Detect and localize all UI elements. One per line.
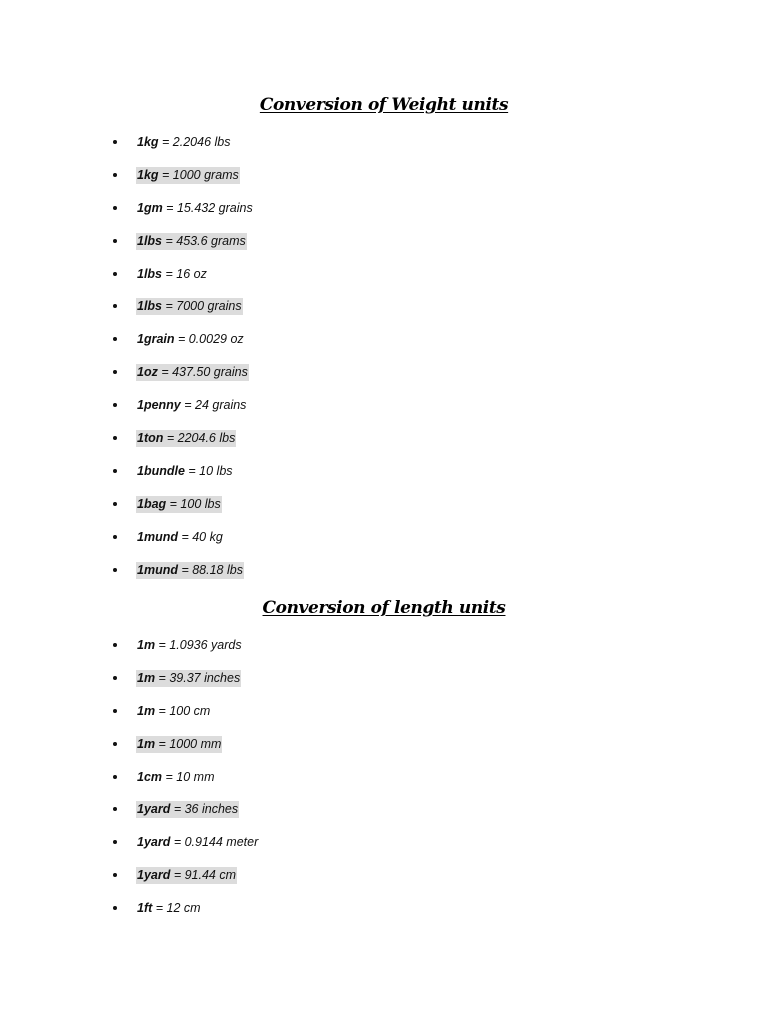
- list-item: [112, 230, 254, 252]
- unit-label: 1kg: [137, 167, 159, 182]
- unit-label: 1ft: [137, 901, 153, 916]
- conversion-entry: [136, 397, 247, 414]
- conversion-entry: [136, 298, 243, 315]
- conversion-value: = 15.432 grains: [162, 200, 253, 215]
- conversion-value: = 12 cm: [152, 901, 201, 916]
- list-item: [112, 897, 259, 919]
- list-item: [112, 864, 259, 886]
- list-item: [112, 131, 254, 153]
- unit-label: 1grain: [137, 332, 175, 347]
- unit-label: 1yard: [137, 868, 171, 883]
- list-item: [112, 361, 254, 383]
- conversion-value: = 39.37 inches: [155, 670, 241, 685]
- conversion-value: = 10 lbs: [184, 463, 233, 478]
- unit-label: 1ton: [137, 431, 164, 446]
- conversion-entry: [136, 463, 234, 480]
- conversion-entry: [136, 496, 222, 513]
- bullet-icon: [113, 370, 117, 374]
- bullet-icon: [113, 436, 117, 440]
- unit-label: 1lbs: [137, 266, 163, 281]
- conversion-value: = 1.0936 yards: [155, 638, 242, 652]
- list-item: [112, 733, 259, 755]
- unit-label: 1bundle: [137, 463, 185, 478]
- list-item: [112, 798, 259, 820]
- unit-label: 1cm: [137, 769, 163, 784]
- bullet-icon: [113, 906, 117, 910]
- list-item: [112, 634, 259, 656]
- list-item: [112, 263, 254, 285]
- conversion-entry: [136, 703, 211, 720]
- conversion-value: = 2.2046 lbs: [158, 135, 231, 149]
- conversion-value: = 88.18 lbs: [177, 562, 243, 577]
- conversion-entry: [136, 331, 245, 348]
- conversion-entry: [136, 167, 240, 184]
- conversion-entry: [136, 769, 215, 786]
- conversion-entry: [136, 364, 249, 381]
- unit-label: 1mund: [137, 529, 178, 544]
- unit-label: 1gm: [137, 200, 163, 215]
- bullet-icon: [113, 535, 117, 539]
- bullet-icon: [113, 206, 117, 210]
- weight-section-title: Conversion of Weight units: [259, 95, 509, 115]
- conversion-value: = 2204.6 lbs: [163, 431, 236, 446]
- bullet-icon: [113, 140, 117, 144]
- conversion-value: = 7000 grains: [162, 299, 242, 314]
- conversion-entry: [136, 266, 208, 283]
- bullet-icon: [113, 709, 117, 713]
- unit-label: 1m: [137, 638, 156, 652]
- bullet-icon: [113, 173, 117, 177]
- conversion-entry: [136, 200, 254, 217]
- unit-label: 1mund: [137, 562, 178, 577]
- conversion-entry: [136, 801, 239, 818]
- bullet-icon: [113, 239, 117, 243]
- bullet-icon: [113, 568, 117, 572]
- list-item: [112, 700, 259, 722]
- weight-conversion-list: [112, 131, 254, 591]
- list-item: [112, 766, 259, 788]
- conversion-entry: [136, 134, 231, 151]
- list-item: [112, 427, 254, 449]
- conversion-value: = 453.6 grams: [162, 233, 246, 248]
- unit-label: 1penny: [137, 398, 181, 413]
- bullet-icon: [113, 873, 117, 877]
- conversion-value: = 100 cm: [155, 703, 211, 718]
- unit-label: 1m: [137, 736, 156, 751]
- conversion-value: = 0.0029 oz: [174, 332, 244, 347]
- unit-label: 1yard: [137, 802, 171, 817]
- bullet-icon: [113, 643, 117, 647]
- conversion-entry: [136, 670, 241, 687]
- list-item: [112, 164, 254, 186]
- list-item: [112, 559, 254, 581]
- list-item: [112, 460, 254, 482]
- unit-label: 1lbs: [137, 233, 163, 248]
- list-item: [112, 197, 254, 219]
- conversion-value: = 36 inches: [170, 802, 239, 817]
- conversion-value: = 91.44 cm: [170, 868, 237, 883]
- conversion-entry: [136, 736, 222, 753]
- bullet-icon: [113, 304, 117, 308]
- unit-label: 1oz: [137, 365, 158, 380]
- list-item: [112, 394, 254, 416]
- list-item: [112, 526, 254, 548]
- conversion-entry: [136, 562, 244, 579]
- bullet-icon: [113, 676, 117, 680]
- conversion-value: = 16 oz: [162, 266, 207, 281]
- bullet-icon: [113, 742, 117, 746]
- conversion-entry: [136, 233, 247, 250]
- conversion-value: = 0.9144 meter: [170, 835, 259, 850]
- list-item: [112, 328, 254, 350]
- conversion-entry: [136, 430, 236, 447]
- bullet-icon: [113, 502, 117, 506]
- conversion-value: = 10 mm: [162, 769, 215, 784]
- bullet-icon: [113, 807, 117, 811]
- unit-label: 1lbs: [137, 299, 163, 314]
- unit-label: 1bag: [137, 496, 167, 511]
- list-item: [112, 493, 254, 515]
- length-section-title: Conversion of length units: [262, 598, 506, 618]
- list-item: [112, 667, 259, 689]
- conversion-entry: [136, 867, 237, 884]
- conversion-entry: [136, 834, 259, 851]
- conversion-entry: [136, 900, 202, 917]
- unit-label: 1kg: [137, 135, 159, 149]
- list-item: [112, 831, 259, 853]
- conversion-value: = 1000 grams: [158, 167, 239, 182]
- unit-label: 1m: [137, 670, 156, 685]
- unit-label: 1m: [137, 703, 156, 718]
- length-conversion-list: [112, 634, 259, 930]
- conversion-value: = 437.50 grains: [157, 365, 248, 380]
- conversion-entry: [136, 529, 224, 546]
- list-item: [112, 295, 254, 317]
- bullet-icon: [113, 272, 117, 276]
- bullet-icon: [113, 469, 117, 473]
- conversion-value: = 40 kg: [177, 529, 223, 544]
- conversion-value: = 100 lbs: [166, 496, 221, 511]
- bullet-icon: [113, 775, 117, 779]
- bullet-icon: [113, 337, 117, 341]
- conversion-value: = 1000 mm: [155, 736, 222, 751]
- conversion-value: = 24 grains: [180, 398, 247, 413]
- bullet-icon: [113, 840, 117, 844]
- unit-label: 1yard: [137, 835, 171, 850]
- conversion-entry: [136, 637, 243, 654]
- bullet-icon: [113, 403, 117, 407]
